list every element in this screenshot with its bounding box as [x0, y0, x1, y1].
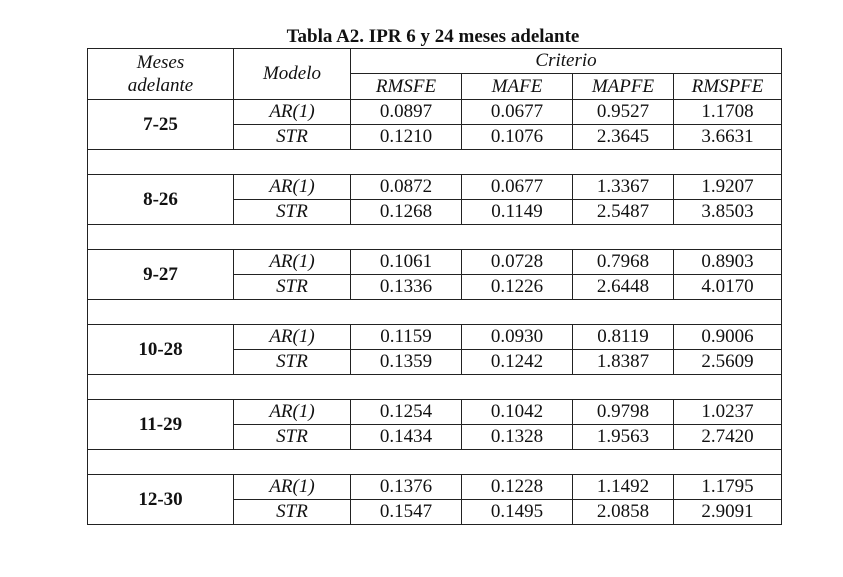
spacer-row [88, 225, 782, 250]
value-cell: 3.6631 [674, 125, 782, 150]
spacer-row [88, 150, 782, 175]
value-cell: 0.1061 [351, 250, 462, 275]
model-name: STR [234, 275, 351, 300]
model-name: AR(1) [234, 400, 351, 425]
spacer-cell [88, 300, 782, 325]
value-cell: 1.9563 [573, 425, 674, 450]
value-cell: 1.0237 [674, 400, 782, 425]
value-cell: 3.8503 [674, 200, 782, 225]
group-label: 10-28 [88, 325, 234, 375]
group-label: 7-25 [88, 100, 234, 150]
value-cell: 0.1228 [462, 475, 573, 500]
value-cell: 0.0872 [351, 175, 462, 200]
value-cell: 0.1268 [351, 200, 462, 225]
value-cell: 0.7968 [573, 250, 674, 275]
value-cell: 0.1042 [462, 400, 573, 425]
value-cell: 1.1492 [573, 475, 674, 500]
value-cell: 2.9091 [674, 500, 782, 525]
header-criterion: RMSPFE [674, 74, 782, 100]
header-meses-line1: Meses [136, 52, 185, 73]
model-name: AR(1) [234, 250, 351, 275]
value-cell: 0.0677 [462, 100, 573, 125]
model-name: STR [234, 350, 351, 375]
model-name: AR(1) [234, 325, 351, 350]
header-criterion: MAPFE [573, 74, 674, 100]
value-cell: 0.1359 [351, 350, 462, 375]
value-cell: 0.9527 [573, 100, 674, 125]
header-criterion: RMSFE [351, 74, 462, 100]
value-cell: 0.8119 [573, 325, 674, 350]
value-cell: 0.1434 [351, 425, 462, 450]
spacer-cell [88, 375, 782, 400]
table-row [88, 475, 782, 500]
value-cell: 0.8903 [674, 250, 782, 275]
table-row [88, 100, 782, 125]
model-name: AR(1) [234, 475, 351, 500]
value-cell: 0.1159 [351, 325, 462, 350]
header-criterio: Criterio [351, 49, 782, 74]
table-row [88, 175, 782, 200]
value-cell: 4.0170 [674, 275, 782, 300]
value-cell: 0.1149 [462, 200, 573, 225]
table-row [88, 400, 782, 425]
spacer-cell [88, 450, 782, 475]
value-cell: 1.1708 [674, 100, 782, 125]
table-row [88, 250, 782, 275]
value-cell: 0.9006 [674, 325, 782, 350]
spacer-cell [88, 150, 782, 175]
value-cell: 0.1547 [351, 500, 462, 525]
model-name: STR [234, 200, 351, 225]
header-meses-line2: adelante [127, 75, 194, 96]
model-name: AR(1) [234, 175, 351, 200]
spacer-row [88, 375, 782, 400]
value-cell: 2.0858 [573, 500, 674, 525]
value-cell: 2.5487 [573, 200, 674, 225]
model-name: STR [234, 125, 351, 150]
group-label: 9-27 [88, 250, 234, 300]
results-table [87, 48, 782, 525]
value-cell: 1.3367 [573, 175, 674, 200]
value-cell: 0.1328 [462, 425, 573, 450]
group-label: 11-29 [88, 400, 234, 450]
value-cell: 2.5609 [674, 350, 782, 375]
value-cell: 1.9207 [674, 175, 782, 200]
value-cell: 0.0677 [462, 175, 573, 200]
value-cell: 0.1242 [462, 350, 573, 375]
value-cell: 0.0728 [462, 250, 573, 275]
table-title: Tabla A2. IPR 6 y 24 meses adelante [286, 26, 580, 47]
value-cell: 1.1795 [674, 475, 782, 500]
spacer-cell [88, 225, 782, 250]
table-row [88, 325, 782, 350]
value-cell: 0.1495 [462, 500, 573, 525]
value-cell: 2.3645 [573, 125, 674, 150]
spacer-row [88, 450, 782, 475]
value-cell: 0.1210 [351, 125, 462, 150]
value-cell: 1.8387 [573, 350, 674, 375]
spacer-row [88, 300, 782, 325]
value-cell: 0.1076 [462, 125, 573, 150]
value-cell: 0.0897 [351, 100, 462, 125]
model-name: AR(1) [234, 100, 351, 125]
header-modelo: Modelo [234, 49, 351, 100]
value-cell: 0.1226 [462, 275, 573, 300]
model-name: STR [234, 425, 351, 450]
header-meses-adelante [88, 49, 234, 100]
value-cell: 0.0930 [462, 325, 573, 350]
group-label: 8-26 [88, 175, 234, 225]
value-cell: 0.9798 [573, 400, 674, 425]
value-cell: 0.1254 [351, 400, 462, 425]
group-label: 12-30 [88, 475, 234, 525]
header-criterion: MAFE [462, 74, 573, 100]
value-cell: 2.6448 [573, 275, 674, 300]
model-name: STR [234, 500, 351, 525]
value-cell: 2.7420 [674, 425, 782, 450]
value-cell: 0.1336 [351, 275, 462, 300]
value-cell: 0.1376 [351, 475, 462, 500]
